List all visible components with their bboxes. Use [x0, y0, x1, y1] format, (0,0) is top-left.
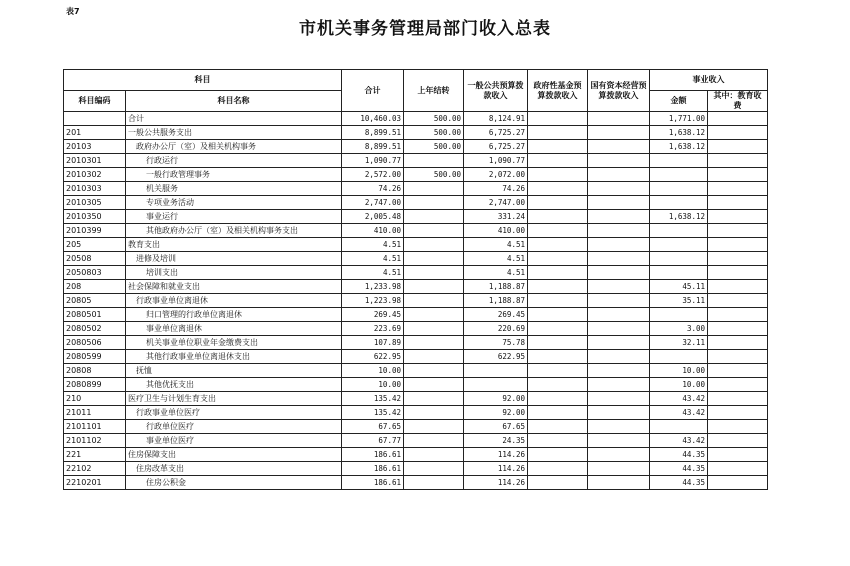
cell-name: 归口管理的行政单位离退休 [126, 308, 342, 322]
cell-name: 行政事业单位离退休 [126, 294, 342, 308]
cell-name: 其他行政事业单位离退休支出 [126, 350, 342, 364]
cell-name: 行政事业单位医疗 [126, 406, 342, 420]
cell-general-budget: 114.26 [464, 448, 528, 462]
cell-code: 2080899 [64, 378, 126, 392]
cell-education-fee [708, 322, 768, 336]
cell-name: 住房公积金 [126, 476, 342, 490]
cell-total: 10.00 [342, 378, 404, 392]
cell-general-budget: 6,725.27 [464, 140, 528, 154]
table-row [64, 420, 768, 434]
header-code: 科目编码 [64, 91, 126, 112]
cell-general-budget: 4.51 [464, 266, 528, 280]
cell-education-fee [708, 336, 768, 350]
cell-education-fee [708, 378, 768, 392]
cell-carryover [404, 406, 464, 420]
cell-business-amount: 10.00 [650, 378, 708, 392]
table-row [64, 378, 768, 392]
cell-gov-fund [528, 448, 588, 462]
cell-state-capital [588, 434, 650, 448]
cell-code: 221 [64, 448, 126, 462]
cell-state-capital [588, 238, 650, 252]
cell-general-budget: 114.26 [464, 476, 528, 490]
table-row [64, 196, 768, 210]
table-row [64, 210, 768, 224]
cell-state-capital [588, 224, 650, 238]
cell-code: 2050803 [64, 266, 126, 280]
cell-education-fee [708, 392, 768, 406]
cell-gov-fund [528, 434, 588, 448]
cell-education-fee [708, 266, 768, 280]
table-row [64, 154, 768, 168]
cell-business-amount [650, 252, 708, 266]
cell-carryover [404, 294, 464, 308]
table-number: 表7 [66, 7, 80, 16]
cell-gov-fund [528, 294, 588, 308]
table-row [64, 238, 768, 252]
cell-name: 医疗卫生与计划生育支出 [126, 392, 342, 406]
table-row [64, 224, 768, 238]
cell-carryover [404, 196, 464, 210]
cell-business-amount: 43.42 [650, 434, 708, 448]
cell-business-amount: 44.35 [650, 448, 708, 462]
cell-business-amount [650, 420, 708, 434]
cell-gov-fund [528, 476, 588, 490]
cell-code: 2010302 [64, 168, 126, 182]
cell-code: 20808 [64, 364, 126, 378]
cell-business-amount: 1,638.12 [650, 210, 708, 224]
cell-carryover [404, 182, 464, 196]
cell-education-fee [708, 406, 768, 420]
cell-code: 20103 [64, 140, 126, 154]
cell-gov-fund [528, 364, 588, 378]
cell-carryover [404, 266, 464, 280]
cell-gov-fund [528, 322, 588, 336]
cell-carryover: 500.00 [404, 112, 464, 126]
cell-gov-fund [528, 350, 588, 364]
cell-business-amount [650, 196, 708, 210]
cell-gov-fund [528, 378, 588, 392]
cell-code: 210 [64, 392, 126, 406]
cell-name: 事业单位医疗 [126, 434, 342, 448]
cell-education-fee [708, 350, 768, 364]
cell-general-budget: 220.69 [464, 322, 528, 336]
cell-total: 2,572.00 [342, 168, 404, 182]
header-gov-fund: 政府性基金预算拨款收入 [528, 70, 588, 112]
cell-business-amount [650, 168, 708, 182]
cell-business-amount [650, 238, 708, 252]
cell-code: 22102 [64, 462, 126, 476]
cell-name: 专项业务活动 [126, 196, 342, 210]
cell-code: 2101102 [64, 434, 126, 448]
cell-gov-fund [528, 406, 588, 420]
header-state-capital: 国有资本经营预算拨款收入 [588, 70, 650, 112]
cell-business-amount: 45.11 [650, 280, 708, 294]
table-body [64, 112, 768, 490]
cell-education-fee [708, 126, 768, 140]
cell-code: 2080501 [64, 308, 126, 322]
cell-general-budget: 67.65 [464, 420, 528, 434]
cell-gov-fund [528, 154, 588, 168]
cell-name: 合计 [126, 112, 342, 126]
cell-general-budget [464, 378, 528, 392]
cell-state-capital [588, 378, 650, 392]
cell-education-fee [708, 182, 768, 196]
cell-name: 社会保障和就业支出 [126, 280, 342, 294]
header-business: 事业收入 [650, 70, 768, 91]
cell-total: 67.77 [342, 434, 404, 448]
table-row [64, 294, 768, 308]
cell-business-amount: 1,638.12 [650, 126, 708, 140]
cell-carryover [404, 336, 464, 350]
cell-business-amount: 10.00 [650, 364, 708, 378]
cell-code [64, 112, 126, 126]
cell-gov-fund [528, 112, 588, 126]
cell-general-budget: 1,188.87 [464, 280, 528, 294]
table-row [64, 126, 768, 140]
cell-carryover [404, 434, 464, 448]
cell-total: 186.61 [342, 462, 404, 476]
header-row-top [64, 70, 768, 91]
table-row [64, 112, 768, 126]
table-row [64, 252, 768, 266]
cell-total: 269.45 [342, 308, 404, 322]
cell-state-capital [588, 140, 650, 154]
cell-general-budget: 6,725.27 [464, 126, 528, 140]
cell-name: 一般行政管理事务 [126, 168, 342, 182]
cell-name: 行政运行 [126, 154, 342, 168]
cell-total: 135.42 [342, 392, 404, 406]
cell-carryover [404, 420, 464, 434]
cell-general-budget: 4.51 [464, 238, 528, 252]
table-row [64, 476, 768, 490]
table-row [64, 350, 768, 364]
cell-state-capital [588, 462, 650, 476]
cell-general-budget: 92.00 [464, 392, 528, 406]
cell-code: 21011 [64, 406, 126, 420]
cell-state-capital [588, 406, 650, 420]
cell-gov-fund [528, 182, 588, 196]
cell-business-amount [650, 154, 708, 168]
cell-general-budget: 1,090.77 [464, 154, 528, 168]
cell-state-capital [588, 350, 650, 364]
cell-education-fee [708, 196, 768, 210]
cell-education-fee [708, 364, 768, 378]
cell-total: 186.61 [342, 448, 404, 462]
cell-total: 1,223.98 [342, 294, 404, 308]
cell-education-fee [708, 210, 768, 224]
table-row [64, 434, 768, 448]
cell-total: 410.00 [342, 224, 404, 238]
cell-gov-fund [528, 420, 588, 434]
cell-code: 2101101 [64, 420, 126, 434]
cell-total: 622.95 [342, 350, 404, 364]
cell-general-budget [464, 364, 528, 378]
cell-total: 186.61 [342, 476, 404, 490]
cell-code: 2010399 [64, 224, 126, 238]
cell-education-fee [708, 434, 768, 448]
cell-carryover [404, 280, 464, 294]
cell-state-capital [588, 308, 650, 322]
table-row [64, 308, 768, 322]
cell-name: 机关事业单位职业年金缴费支出 [126, 336, 342, 350]
page-title: 市机关事务管理局部门收入总表 [299, 19, 551, 39]
cell-state-capital [588, 364, 650, 378]
cell-code: 2080599 [64, 350, 126, 364]
cell-state-capital [588, 392, 650, 406]
cell-gov-fund [528, 140, 588, 154]
cell-business-amount [650, 182, 708, 196]
cell-name: 政府办公厅（室）及相关机构事务 [126, 140, 342, 154]
header-carryover: 上年结转 [404, 70, 464, 112]
cell-education-fee [708, 294, 768, 308]
cell-business-amount [650, 308, 708, 322]
cell-total: 2,005.48 [342, 210, 404, 224]
header-subject: 科目 [64, 70, 342, 91]
cell-carryover [404, 462, 464, 476]
cell-total: 8,899.51 [342, 126, 404, 140]
cell-gov-fund [528, 238, 588, 252]
cell-name: 教育支出 [126, 238, 342, 252]
cell-education-fee [708, 448, 768, 462]
cell-name: 抚恤 [126, 364, 342, 378]
cell-name: 住房改革支出 [126, 462, 342, 476]
cell-carryover: 500.00 [404, 140, 464, 154]
cell-code: 2010303 [64, 182, 126, 196]
cell-gov-fund [528, 252, 588, 266]
cell-carryover [404, 476, 464, 490]
cell-total: 1,090.77 [342, 154, 404, 168]
cell-business-amount [650, 266, 708, 280]
cell-name: 事业单位离退休 [126, 322, 342, 336]
cell-total: 10,460.03 [342, 112, 404, 126]
cell-name: 进修及培训 [126, 252, 342, 266]
cell-business-amount [650, 224, 708, 238]
table-row [64, 266, 768, 280]
cell-code: 2080502 [64, 322, 126, 336]
cell-name: 行政单位医疗 [126, 420, 342, 434]
cell-education-fee [708, 168, 768, 182]
cell-state-capital [588, 448, 650, 462]
cell-business-amount: 3.00 [650, 322, 708, 336]
cell-code: 208 [64, 280, 126, 294]
table-row [64, 448, 768, 462]
cell-business-amount: 32.11 [650, 336, 708, 350]
cell-state-capital [588, 210, 650, 224]
cell-carryover [404, 392, 464, 406]
cell-education-fee [708, 462, 768, 476]
cell-carryover [404, 378, 464, 392]
cell-education-fee [708, 224, 768, 238]
cell-general-budget: 410.00 [464, 224, 528, 238]
table-row [64, 168, 768, 182]
cell-total: 135.42 [342, 406, 404, 420]
cell-general-budget: 24.35 [464, 434, 528, 448]
cell-state-capital [588, 280, 650, 294]
table-row [64, 406, 768, 420]
cell-gov-fund [528, 168, 588, 182]
cell-carryover [404, 224, 464, 238]
cell-state-capital [588, 476, 650, 490]
cell-general-budget: 269.45 [464, 308, 528, 322]
table-row [64, 182, 768, 196]
cell-name: 其他优抚支出 [126, 378, 342, 392]
table-row [64, 364, 768, 378]
cell-code: 20508 [64, 252, 126, 266]
cell-education-fee [708, 112, 768, 126]
table-row [64, 322, 768, 336]
cell-state-capital [588, 154, 650, 168]
cell-carryover [404, 210, 464, 224]
cell-general-budget: 331.24 [464, 210, 528, 224]
cell-business-amount [650, 350, 708, 364]
cell-carryover [404, 350, 464, 364]
header-education-fee: 其中：教育收费 [708, 91, 768, 112]
header-amount: 金额 [650, 91, 708, 112]
cell-business-amount: 43.42 [650, 406, 708, 420]
cell-name: 其他政府办公厅（室）及相关机构事务支出 [126, 224, 342, 238]
cell-code: 20805 [64, 294, 126, 308]
table-row [64, 336, 768, 350]
cell-education-fee [708, 154, 768, 168]
cell-general-budget: 622.95 [464, 350, 528, 364]
cell-total: 4.51 [342, 238, 404, 252]
cell-carryover: 500.00 [404, 168, 464, 182]
cell-total: 8,899.51 [342, 140, 404, 154]
cell-carryover [404, 154, 464, 168]
cell-gov-fund [528, 280, 588, 294]
header-name: 科目名称 [126, 91, 342, 112]
cell-name: 一般公共服务支出 [126, 126, 342, 140]
header-total: 合计 [342, 70, 404, 112]
cell-business-amount: 1,638.12 [650, 140, 708, 154]
cell-gov-fund [528, 224, 588, 238]
cell-name: 培训支出 [126, 266, 342, 280]
cell-total: 223.69 [342, 322, 404, 336]
cell-business-amount: 44.35 [650, 476, 708, 490]
cell-name: 事业运行 [126, 210, 342, 224]
cell-name: 机关服务 [126, 182, 342, 196]
cell-general-budget: 75.78 [464, 336, 528, 350]
cell-business-amount: 43.42 [650, 392, 708, 406]
cell-state-capital [588, 336, 650, 350]
cell-general-budget: 2,072.00 [464, 168, 528, 182]
cell-gov-fund [528, 126, 588, 140]
cell-carryover [404, 308, 464, 322]
cell-state-capital [588, 112, 650, 126]
cell-code: 205 [64, 238, 126, 252]
cell-total: 2,747.00 [342, 196, 404, 210]
cell-state-capital [588, 168, 650, 182]
cell-education-fee [708, 140, 768, 154]
table-row [64, 280, 768, 294]
cell-name: 住房保障支出 [126, 448, 342, 462]
table-row [64, 462, 768, 476]
cell-state-capital [588, 294, 650, 308]
cell-general-budget: 2,747.00 [464, 196, 528, 210]
cell-general-budget: 1,188.87 [464, 294, 528, 308]
cell-state-capital [588, 182, 650, 196]
cell-carryover [404, 364, 464, 378]
income-table [63, 69, 768, 490]
cell-business-amount: 1,771.00 [650, 112, 708, 126]
cell-total: 1,233.98 [342, 280, 404, 294]
cell-state-capital [588, 266, 650, 280]
cell-state-capital [588, 196, 650, 210]
cell-code: 2010305 [64, 196, 126, 210]
cell-education-fee [708, 280, 768, 294]
cell-total: 107.89 [342, 336, 404, 350]
cell-education-fee [708, 476, 768, 490]
cell-code: 201 [64, 126, 126, 140]
cell-state-capital [588, 420, 650, 434]
cell-gov-fund [528, 462, 588, 476]
cell-total: 67.65 [342, 420, 404, 434]
cell-code: 2010350 [64, 210, 126, 224]
cell-total: 74.26 [342, 182, 404, 196]
cell-gov-fund [528, 196, 588, 210]
cell-gov-fund [528, 266, 588, 280]
cell-general-budget: 8,124.91 [464, 112, 528, 126]
table-row [64, 392, 768, 406]
table-row [64, 140, 768, 154]
cell-carryover: 500.00 [404, 126, 464, 140]
cell-general-budget: 114.26 [464, 462, 528, 476]
cell-total: 10.00 [342, 364, 404, 378]
cell-education-fee [708, 308, 768, 322]
cell-carryover [404, 238, 464, 252]
cell-general-budget: 4.51 [464, 252, 528, 266]
cell-education-fee [708, 238, 768, 252]
cell-total: 4.51 [342, 252, 404, 266]
cell-education-fee [708, 252, 768, 266]
cell-gov-fund [528, 210, 588, 224]
cell-gov-fund [528, 392, 588, 406]
cell-carryover [404, 448, 464, 462]
cell-general-budget: 92.00 [464, 406, 528, 420]
cell-general-budget: 74.26 [464, 182, 528, 196]
cell-code: 2210201 [64, 476, 126, 490]
header-general-budget: 一般公共预算拨款收入 [464, 70, 528, 112]
cell-state-capital [588, 322, 650, 336]
cell-state-capital [588, 252, 650, 266]
cell-carryover [404, 322, 464, 336]
cell-code: 2080506 [64, 336, 126, 350]
cell-business-amount: 44.35 [650, 462, 708, 476]
cell-carryover [404, 252, 464, 266]
cell-business-amount: 35.11 [650, 294, 708, 308]
cell-code: 2010301 [64, 154, 126, 168]
cell-gov-fund [528, 308, 588, 322]
cell-state-capital [588, 126, 650, 140]
cell-education-fee [708, 420, 768, 434]
cell-gov-fund [528, 336, 588, 350]
cell-total: 4.51 [342, 266, 404, 280]
